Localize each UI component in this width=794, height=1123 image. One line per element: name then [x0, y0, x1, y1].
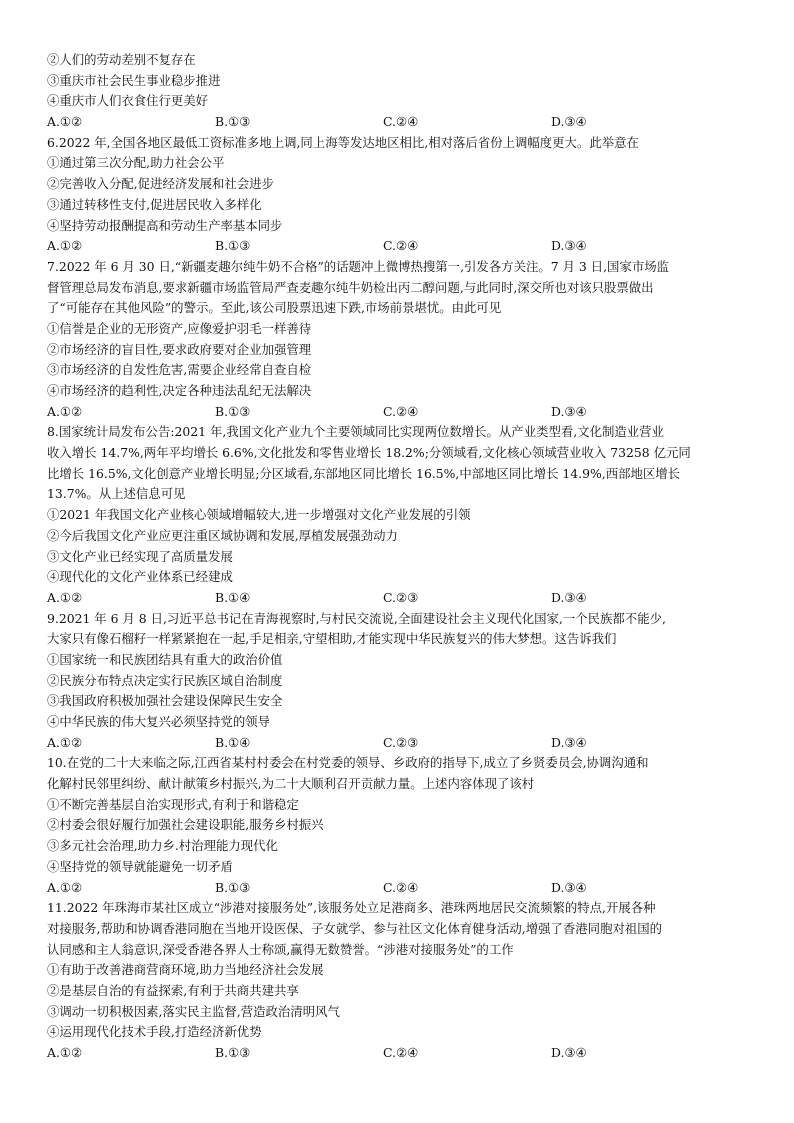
question-stem: 10.在党的二十大来临之际,江西省某村村委会在村党委的领导、乡政府的指导下,成立了乡贤委员会,协调沟通和 — [47, 755, 649, 771]
question-stem: 8.国家统计局发布公告:2021 年,我国文化产业九个主要领域同比实现两位数增长。从产业类型看,文化制造业营业 — [47, 424, 664, 440]
choice-item: ①2021 年我国文化产业核心领域增幅较大,进一步增强对文化产业发展的引领 — [47, 507, 471, 523]
option-c: C.②④ — [383, 1045, 419, 1060]
option-d: D.③④ — [551, 238, 587, 254]
option-b: B.①④ — [215, 589, 251, 605]
choice-item: ③重庆市社会民生事业稳步推进 — [47, 72, 221, 88]
question-6 — [47, 133, 751, 257]
choice-item: ①不断完善基层自治实现形式,有利于和谐稳定 — [47, 796, 299, 812]
question-stem: 对接服务,帮助和协调香港同胞在当地开设医保、子女就学、参与社区文化体育健身活动,增强了香港同胞对祖国的 — [47, 920, 663, 936]
choice-item: ④市场经济的趋利性,决定各种违法乱纪无法解决 — [47, 383, 312, 398]
option-c: C.②③ — [383, 734, 419, 750]
choice-item: ①国家统一和民族团结具有重大的政治价值 — [47, 651, 283, 667]
option-d: D.③④ — [551, 1045, 587, 1060]
option-c: C.②④ — [383, 238, 419, 254]
choice-item: ④中华民族的伟大复兴必须坚持党的领导 — [47, 714, 271, 729]
option-b: B.①③ — [215, 238, 251, 254]
choice-item: ③我国政府积极加强社会建设保障民生安全 — [47, 693, 283, 709]
question-9 — [47, 609, 751, 754]
choice-item: ③调动一切积极因素,落实民主监督,营造政治清明风气 — [47, 1003, 340, 1019]
option-a: A.①② — [47, 238, 83, 254]
option-c: C.②④ — [383, 403, 419, 419]
answer-options — [47, 733, 751, 754]
exam-content — [47, 50, 751, 1064]
question-stem: 11.2022 年珠海市某社区成立“涉港对接服务处”,该服务处立足港商多、港珠两地居民交流频繁的特点,开展各种 — [47, 900, 656, 916]
choice-item: ④现代化的文化产业体系已经建成 — [47, 569, 233, 585]
answer-options — [47, 878, 751, 899]
choice-item: ③文化产业已经实现了高质量发展 — [47, 548, 233, 564]
choice-item: ①有助于改善港商营商环境,助力当地经济社会发展 — [47, 962, 324, 978]
choice-item: ④重庆市人们衣食住行更美好 — [47, 93, 209, 109]
choice-item: ④坚持党的领导就能避免一切矛盾 — [47, 858, 233, 874]
question-stem: 收入增长 14.7%,两年平均增长 6.6%,文化批发和零售业增长 18.2%;分领域看,文化核心领域营业收入 73258 亿元同 — [47, 445, 691, 461]
option-d: D.③④ — [551, 114, 587, 130]
question-8 — [47, 422, 751, 608]
question-stem: 比增长 16.5%,文化创意产业增长明显;分区域看,东部地区同比增长 16.5%,中部地区同比增长 14.9%,西部地区增长 — [47, 465, 681, 481]
choice-item: ①通过第三次分配,助力社会公平 — [47, 155, 225, 171]
choice-item: ②村委会很好履行加强社会建设职能,服务乡村振兴 — [47, 817, 324, 833]
answer-options — [47, 1043, 751, 1064]
question-stem: 督管理总局发布消息,要求新疆市场监管局严查麦趣尔纯牛奶检出丙二醇问题,与此同时,深交所也对该只股票做出 — [47, 279, 654, 295]
answer-options — [47, 588, 751, 609]
question-stem: 大家只有像石榴籽一样紧紧抱在一起,手足相亲,守望相助,才能实现中华民族复兴的伟大梦想。这告诉我们 — [47, 631, 617, 647]
choice-item: ④运用现代化技术手段,打造经济新优势 — [47, 1024, 262, 1040]
option-b: B.①③ — [215, 1045, 251, 1060]
option-c: C.②④ — [383, 114, 419, 130]
option-b: B.①③ — [215, 114, 251, 130]
question-stem: 6.2022 年,全国各地区最低工资标准多地上调,同上海等发达地区相比,相对落后省份上调幅度更大。此举意在 — [47, 134, 639, 150]
option-b: B.①③ — [215, 879, 251, 895]
option-a: A.①② — [47, 1045, 83, 1060]
question-stem: 13.7%。从上述信息可见 — [47, 486, 186, 502]
option-d: D.③④ — [551, 879, 587, 895]
choice-item: ②人们的劳动差别不复存在 — [47, 52, 196, 67]
answer-options — [47, 402, 751, 423]
option-a: A.①② — [47, 589, 83, 605]
choice-item: ③市场经济的自发性危害,需要企业经常自查自检 — [47, 362, 312, 378]
option-a: A.①② — [47, 114, 83, 130]
option-b: B.①③ — [215, 403, 251, 419]
option-d: D.③④ — [551, 734, 587, 750]
option-b: B.①④ — [215, 734, 251, 750]
choice-item: ③多元社会治理,助力乡.村治理能力现代化 — [47, 838, 278, 854]
question-10 — [47, 753, 751, 898]
option-d: D.③④ — [551, 589, 587, 605]
question-stem: 认同感和主人翁意识,深受香港各界人士称颂,赢得无数赞誉。“涉港对接服务处”的工作 — [47, 941, 514, 957]
answer-options — [47, 236, 751, 257]
answer-options — [47, 112, 751, 133]
question-stem: 9.2021 年 6 月 8 日,习近平总书记在青海视察时,与村民交流说,全面建设社会主义现代化国家,一个民族都不能少, — [47, 610, 666, 626]
choice-item: ②民族分布特点决定实行民族区域自治制度 — [47, 672, 283, 688]
question-11 — [47, 898, 751, 1064]
option-a: A.①② — [47, 403, 83, 419]
choice-item: ④坚持劳动报酬提高和劳动生产率基本同步 — [47, 217, 283, 233]
option-a: A.①② — [47, 879, 83, 895]
question-7 — [47, 257, 751, 423]
question-stem: 化解村民邻里纠纷、献计献策乡村振兴,为二十大顺利召开贡献力量。上述内容体现了该村 — [47, 776, 535, 792]
choice-item: ②市场经济的盲目性,要求政府要对企业加强管理 — [47, 341, 312, 357]
question-stem: 了“可能存在其他风险”的警示。至此,该公司股票迅速下跌,市场前景堪忧。由此可见 — [47, 300, 502, 316]
option-d: D.③④ — [551, 403, 587, 419]
choice-item: ②今后我国文化产业应更注重区域协调和发展,厚植发展强劲动力 — [47, 527, 398, 543]
option-c: C.②④ — [383, 879, 419, 895]
choice-item: ①信誉是企业的无形资产,应像爱护羽毛一样善待 — [47, 320, 312, 336]
choice-item: ③通过转移性支付,促进居民收入多样化 — [47, 196, 262, 212]
question-stem: 7.2022 年 6 月 30 日,“新疆麦趣尔纯牛奶不合格”的话题冲上微博热搜第一,引发各方关注。7 月 3 日,国家市场监 — [47, 258, 669, 274]
option-a: A.①② — [47, 734, 83, 750]
choice-item: ②是基层自治的有益探索,有利于共商共建共享 — [47, 982, 299, 998]
choice-item: ②完善收入分配,促进经济发展和社会进步 — [47, 176, 274, 192]
option-c: C.②③ — [383, 589, 419, 605]
question-5-continued — [47, 50, 751, 133]
